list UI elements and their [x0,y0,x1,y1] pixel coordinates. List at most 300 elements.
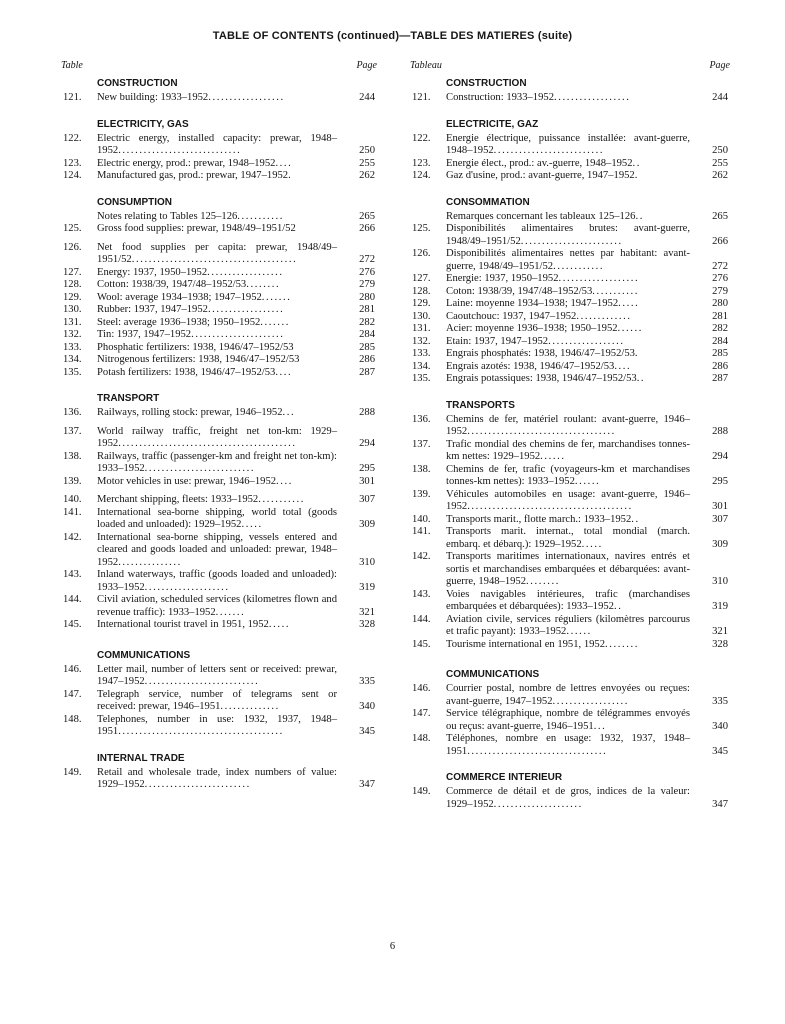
leader-dots: ....................................... [118,726,284,737]
entry-text: Railways, rolling stock: prewar, 1946–1952 [97,407,283,418]
section-heading: COMMERCE INTERIEUR [446,772,563,783]
toc-section [410,78,730,105]
section-heading: ELECTRICITY, GAS [97,118,189,130]
leader-dots: .. [636,373,646,384]
leader-dots: .................. [552,695,629,707]
table-number: 129. [412,298,431,309]
table-number: 126. [412,248,431,259]
page-ref: 284 [359,329,375,340]
toc-entry [410,323,730,336]
table-number: 142. [63,531,82,543]
leader-dots: ................................... [467,426,616,437]
entry-title [97,367,337,380]
column-header [410,60,730,74]
entry-text: Disponibilités alimentaires nettes par habitant: avant-guerre, 1948/49–1951/52 [446,248,690,272]
page-ref: 244 [712,92,728,103]
table-number: 121. [412,92,431,103]
toc-section [61,119,377,183]
leader-dots: ... [593,720,607,732]
toc-entry [410,273,730,286]
page-ref: 335 [712,695,728,707]
leader-dots: ................................. [467,745,608,757]
toc-entry [61,329,377,342]
entry-text: Civil aviation, scheduled services (kilometres flown and revenue traffic): 1933–1952 [97,594,337,618]
page-ref: 340 [359,701,375,712]
leader-dots: ....................................... [467,501,633,512]
entry-title [97,594,337,619]
entry-text: Chemins de fer, trafic (voyageurs-km et marchandises tonnes-km nettes): 1933–1952 [446,463,690,487]
leader-dots: ........ [526,576,561,587]
page-ref: 250 [359,145,375,156]
table-number: 138. [63,450,82,462]
page-ref: 266 [359,223,375,234]
toc-entry [61,476,377,489]
entry-text: Caoutchouc: 1937, 1947–1952 [446,310,577,322]
table-number: 130. [63,304,82,315]
entry-text: Tin: 1937, 1947–1952 [97,329,192,340]
leader-dots: .................. [207,266,284,278]
entry-title [97,133,337,158]
table-number: 123. [63,157,82,169]
table-number: 131. [63,316,82,328]
leader-dots: ........ [246,279,281,290]
page-ref: 340 [712,720,728,732]
entry-title [97,242,337,267]
entry-text: International tourist travel in 1951, 1952 [97,619,269,630]
entry-text: Chemins de fer, matériel roulant: avant-guerre, 1946–1952 [446,413,690,437]
page-ref: 262 [359,170,375,181]
leader-dots: .................. [208,92,285,103]
table-number: 131. [412,323,431,334]
leader-dots: . [634,170,639,181]
entry-title [446,614,690,639]
entry-title [446,683,690,708]
page-ref: 285 [712,348,728,359]
page-ref: 345 [359,726,375,737]
page-ref: 288 [359,407,375,418]
entry-text: Retail and wholesale trade, index numbers of value: 1929–1952 [97,766,337,790]
entry-title [97,507,337,532]
entry-title [97,714,337,739]
table-number: 145. [63,619,82,630]
entry-text: Steel: average 1936–1938; 1950–1952 [97,316,261,328]
leader-dots: ...... [566,626,592,637]
table-number: 138. [412,463,431,475]
leader-dots: ........................ [520,235,623,247]
toc-section [410,669,730,758]
entry-title [446,639,690,652]
leader-dots: . [634,348,640,359]
toc-entry [410,526,730,551]
page-ref: 309 [712,538,728,550]
entry-title [446,311,690,324]
toc-entry [410,211,730,224]
french-column [410,60,730,811]
page-ref: 276 [712,273,728,284]
entry-title [97,304,337,317]
page-ref: 335 [359,676,375,687]
section-heading: COMMUNICATIONS [446,669,540,680]
toc-section [61,197,377,380]
table-number: 130. [412,310,431,322]
page-ref: 301 [712,501,728,512]
page-ref: 345 [712,745,728,757]
page-ref: 319 [712,601,728,612]
leader-dots: ............. [576,310,632,322]
page-ref: 265 [712,210,728,222]
table-number: 144. [412,613,431,625]
leader-dots: ...... [540,451,566,462]
header-table-label: Tableau [410,60,442,71]
leader-dots: .................. [548,335,625,347]
entry-title [97,342,337,355]
entry-title [97,158,337,171]
table-number: 144. [63,594,82,605]
table-number: 124. [63,170,82,181]
page-ref: 262 [712,170,728,181]
entry-text: Gross food supplies: prewar, 1948/49–1951/52 [97,223,296,234]
table-number: 125. [63,223,82,234]
toc-entry [61,619,377,632]
page-ref: 321 [712,626,728,637]
toc-entry [61,223,377,236]
page-ref: 280 [712,298,728,309]
page-ref: 309 [359,519,375,530]
leader-dots: ................... [558,273,640,284]
table-number: 124. [412,170,431,181]
entry-text: Telephones, number in use: 1932, 1937, 1948–1951 [97,713,337,737]
column-header [61,60,377,74]
entry-title [446,286,690,299]
toc-entry [61,92,377,105]
entry-title [97,211,337,224]
page-ref: 272 [712,260,728,272]
table-number: 134. [63,354,82,365]
header-page-label: Page [709,60,730,71]
entry-title [97,532,337,570]
toc-section [410,119,730,183]
entry-text: International sea-borne shipping, vessels entered and cleared and goods loaded and unloaded: prewar, 1948–1952 [97,531,337,568]
page-ref: 282 [712,323,728,334]
table-number: 126. [63,241,82,253]
page-ref: 255 [359,157,375,169]
entry-title [446,464,690,489]
table-number: 146. [63,663,82,675]
toc-section [61,393,377,632]
leader-dots: .............. [220,701,280,712]
entry-text: Trafic mondial des chemins de fer, marchandises tonnes-km nettes: 1929–1952 [446,438,690,462]
page-ref: 310 [359,556,375,568]
page-ref: 272 [359,254,375,265]
toc-entry [410,311,730,324]
page-ref: 307 [712,513,728,525]
entry-title [446,589,690,614]
entry-text: International sea-borne shipping, world total (goods loaded and unloaded): 1929–1952 [97,506,337,530]
entry-text: Voies navigables intérieures, trafic (marchandises embarquées et débarquées): 1933–1952 [446,588,690,612]
table-number: 133. [63,341,82,353]
page-ref: 301 [359,475,375,487]
entry-text: Courrier postal, nombre de lettres envoyées ou reçues: avant-guerre, 1947–1952 [446,683,690,707]
entry-text: Electric energy, prod.: prewar, 1948–1952 [97,157,276,169]
leader-dots: ........... [258,494,305,505]
entry-text: Laine: moyenne 1934–1938; 1947–1952 [446,298,619,309]
toc-entry [61,451,377,476]
table-number: 148. [412,733,431,744]
page-ref: 319 [359,581,375,593]
table-number: 133. [412,348,431,359]
entry-title [97,223,337,236]
table-number: 137. [63,425,82,437]
page-ref: 347 [712,798,728,810]
entry-text: World railway traffic, freight net ton-km: 1929–1952 [97,425,337,449]
toc-entry [410,170,730,183]
entry-text: Etain: 1937, 1947–1952 [446,335,549,347]
entry-text: Engrais phosphatés: 1938, 1946/47–1952/53 [446,348,635,359]
entry-title [446,361,690,374]
leader-dots: ... [282,407,296,418]
table-number: 128. [63,279,82,290]
page-ref: 279 [359,279,375,290]
leader-dots: ....... [260,316,291,328]
toc-entry [410,286,730,299]
page-ref: 310 [712,576,728,587]
leader-dots: .......................... [144,463,256,474]
entry-title [446,211,690,224]
toc-section [61,650,377,739]
english-sections [61,78,377,792]
entry-text: Inland waterways, traffic (goods loaded and unloaded): 1933–1952 [97,569,337,593]
toc-entry [61,158,377,171]
section-heading: TRANSPORTS [446,399,515,411]
entry-title [97,494,337,507]
header-table-label: Table [61,60,83,71]
leader-dots: ......................... [144,779,251,790]
toc-entry [410,336,730,349]
page-ref: 255 [712,157,728,169]
leader-dots: ....... [261,291,292,303]
table-number: 132. [412,335,431,347]
entry-title [446,133,690,158]
table-number: 143. [63,569,82,580]
entry-text: Energy: 1937, 1950–1952 [97,266,208,278]
entry-text: Gaz d'usine, prod.: avant-guerre, 1947–1952 [446,170,635,181]
toc-entry [410,614,730,639]
entry-title [446,323,690,336]
entry-title [97,329,337,342]
table-number: 145. [412,638,431,650]
entry-title [97,170,337,183]
toc-entry [61,267,377,280]
toc-entry [410,514,730,527]
entry-text: Railways, traffic (passenger-km and freight net ton-km): 1933–1952 [97,450,337,474]
toc-entry [61,664,377,689]
page-ref: 287 [359,366,375,378]
entry-text: Motor vehicles in use: prewar, 1946–1952 [97,475,277,487]
toc-entry [410,133,730,158]
table-number: 135. [412,373,431,384]
leader-dots: ..................... [493,798,583,810]
entry-title [446,526,690,551]
entry-text: Aviation civile, services réguliers (kilomètres parcourus et trafic payant): 1933–1952 [446,613,690,637]
page-ref: 286 [712,360,728,372]
toc-entry [61,714,377,739]
table-number: 132. [63,329,82,340]
entry-title [446,298,690,311]
toc-entry [410,639,730,652]
table-number: 136. [63,407,82,418]
section-heading: CONSUMPTION [97,196,172,208]
table-number: 134. [412,360,431,372]
entry-title [97,451,337,476]
toc-entry [61,304,377,317]
entry-text: Telegraph service, number of telegrams sent or received: prewar, 1946–1951 [97,688,337,712]
entry-text: Tourisme international en 1951, 1952 [446,638,606,650]
table-number: 149. [63,766,82,778]
entry-title [97,426,337,451]
table-number: 122. [412,132,431,144]
page-ref: 281 [712,310,728,322]
section-heading: COMMUNICATIONS [97,649,191,661]
section-heading: INTERNAL TRADE [97,752,185,764]
table-number: 122. [63,132,82,144]
table-number: 139. [63,475,82,487]
entry-text: Transports marit. internat., total mondial (march. embarq. et débarq.): 1929–1952 [446,526,690,550]
toc-entry [61,292,377,305]
table-number: 123. [412,157,431,169]
toc-entry [61,767,377,792]
entry-title [97,407,337,420]
entry-text: Wool: average 1934–1938; 1947–1952 [97,291,262,303]
header-page-label: Page [356,60,377,71]
entry-title [97,267,337,280]
leader-dots: .... [614,360,632,372]
entry-text: Energie élect., prod.: av.-guerre, 1948–1952 [446,157,633,169]
leader-dots: .. [632,157,642,169]
toc-entry [61,279,377,292]
leader-dots: .................. [554,92,631,103]
leader-dots: .. [631,513,640,525]
table-number: 149. [412,786,431,797]
toc-entry [61,170,377,183]
toc-entry [61,211,377,224]
entry-text: Coton: 1938/39, 1947/48–1952/53 [446,285,593,297]
entry-title [446,273,690,286]
entry-title [446,336,690,349]
entry-title [446,170,690,183]
table-number: 148. [63,713,82,725]
entry-title [97,767,337,792]
page-ref: 295 [359,463,375,474]
table-number: 146. [412,683,431,694]
table-number: 147. [412,708,431,719]
leader-dots: ............... [118,556,182,568]
toc-entry [61,569,377,594]
table-number: 141. [412,526,431,537]
toc-entry [61,689,377,714]
section-heading: TRANSPORT [97,393,160,404]
table-number: 141. [63,506,82,518]
toc-section [410,400,730,652]
leader-dots: ..... [241,519,263,530]
page-ref: 279 [712,285,728,297]
table-number: 129. [63,291,82,303]
toc-entry [410,464,730,489]
toc-entry [410,248,730,273]
entry-title [446,414,690,439]
page-ref: 285 [359,341,375,353]
section-heading: CONSTRUCTION [446,78,527,89]
leader-dots: ...... [617,323,644,334]
page-ref: 321 [359,606,375,618]
toc-entry [61,133,377,158]
entry-title [446,92,690,105]
toc-entry [61,354,377,367]
toc-section [61,78,377,105]
toc-entry [61,242,377,267]
entry-title [97,619,337,632]
entry-text: Notes relating to Tables 125–126 [97,210,238,222]
entry-title [446,733,690,758]
table-number: 136. [412,413,431,425]
entry-text: Transports marit., flotte march.: 1933–1952 [446,513,632,525]
toc-entry [410,489,730,514]
page-ref: 288 [712,426,728,437]
table-number: 143. [412,588,431,600]
toc-entry [61,407,377,420]
toc-entry [61,342,377,355]
entry-text: Service télégraphique, nombre de télégrammes envoyés ou reçus: avant-guerre, 1946–1951 [446,708,690,732]
toc-entry [61,494,377,507]
page-ref: 280 [359,291,375,303]
page-ref: 284 [712,335,728,347]
entry-text: Energie: 1937, 1950–1952 [446,273,559,284]
entry-text: Téléphones, nombre en usage: 1932, 1937, 1948–1951 [446,733,690,757]
leader-dots: .... [276,475,294,487]
leader-dots: ............ [553,260,605,272]
toc-entry [61,532,377,570]
entry-text: Véhicules automobiles en usage: avant-guerre, 1946–1952 [446,488,690,512]
entry-title [446,551,690,589]
entry-title [97,354,337,367]
toc-entry [410,589,730,614]
entry-text: Rubber: 1937, 1947–1952 [97,304,208,315]
entry-title [446,348,690,361]
entry-title [446,373,690,386]
entry-title [446,248,690,273]
page-ref: 265 [359,210,375,222]
page-ref: 281 [359,304,375,315]
table-number: 127. [412,273,431,284]
leader-dots: .................... [144,581,230,593]
toc-section [410,197,730,386]
entry-title [446,786,690,811]
entry-title [97,279,337,292]
table-number: 137. [412,438,431,450]
leader-dots: .. [635,210,644,222]
table-number: 139. [412,488,431,500]
leader-dots: ...................... [191,329,285,340]
entry-text: Merchant shipping, fleets: 1933–1952 [97,494,259,505]
entry-text: Transports maritimes internationaux, navires entrés et sortis et marchandises embarquées et débarquées: avant-guerre, 1948–1952 [446,551,690,587]
leader-dots: .......................... [493,145,605,156]
leader-dots: .. [613,601,623,612]
toc-entry [410,414,730,439]
leader-dots: ........... [237,210,285,222]
entry-title [97,476,337,489]
entry-text: Potash fertilizers: 1938, 1946/47–1952/53 [97,366,276,378]
leader-dots: ..... [581,538,603,550]
section-heading: CONSOMMATION [446,196,530,208]
